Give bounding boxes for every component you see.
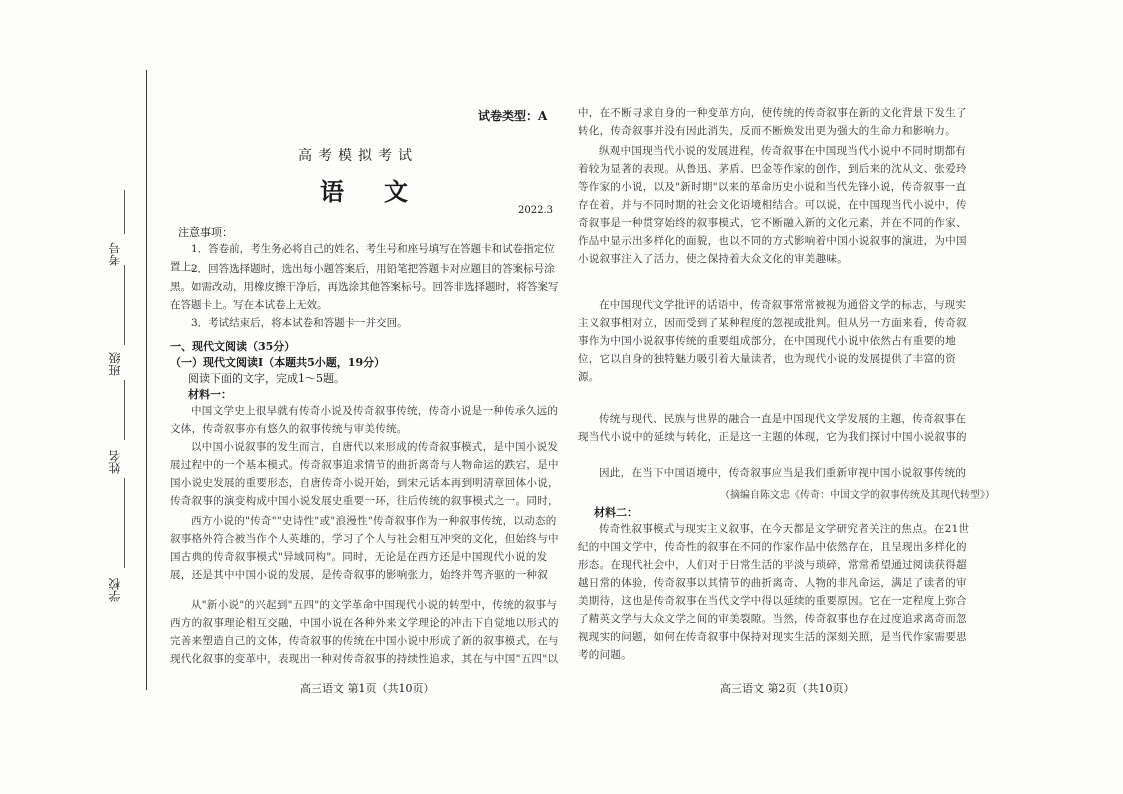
binding-label-xuexiao: 学校 <box>108 578 122 602</box>
right-paragraph-4: 传统与现代、民族与世界的融合一直是中国现代文学发展的主题，传奇叙事在现当代小说中的延续与转化，正是这一主题的体现，它为我们探讨中国小说叙事的 <box>578 413 967 443</box>
material-1-label: 材料一： <box>188 388 232 401</box>
left-paragraph-3: 西方小说的"传奇""史诗性"或"浪漫性"传奇叙事作为一种叙事传统，以动态的叙事格外符合被当作个人英雄的，学习了个人与社会相互冲突的文化，但始终与中国古典的传奇叙事模式"异域同构"。同时，无论是在西方还是中国现代小说的发展，还是其中中国小说的发展，是传奇叙事的影响张力，始终并驾齐驱的一种叙 <box>170 515 559 581</box>
material-2-label: 材料二： <box>594 506 638 519</box>
page-footer-right: 高三语文 第2页（共10页） <box>720 682 855 695</box>
right-paragraph-1: 中，在不断寻求自身的一种变革方向，使传统的传奇叙事在新的文化背景下发生了转化，传奇叙事并没有因此消失，反而不断焕发出更为强大的生命力和影响力。 <box>578 107 967 137</box>
left-paragraph-1: 中国文学史上很早就有传奇小说及传奇叙事传统，传奇小说是一种传承久远的文体，传奇叙事亦有悠久的叙事传统与审美传统。 <box>170 405 559 435</box>
note-item-3: 3．考试结束后，将本试卷和答题卡一并交回。 <box>191 317 408 329</box>
fold-line <box>146 70 147 690</box>
reading-instruction: 阅读下面的文字，完成1～5题。 <box>188 372 345 385</box>
right-paragraph-6: 传奇性叙事模式与现实主义叙事，在今天都是文学研究者关注的焦点。在21世纪的中国文学中，传奇性的叙事在不同的作家作品中依然存在，且呈现出多样化的形态。在现代社会中，人们对于日常生活的平淡与琐碎，常常希望通过阅读获得超越日常的体验，传奇叙事以其情节的曲折离奇、人物的非凡命运，满足了读者的审美期待，这也是传奇叙事在当代文学中得以延续的重要原因。它在一定程度上弥合了精英文学与大众文学之间的审美裂隙。当然，传奇叙事也存在过度追求离奇而忽视现实的问题，如何在传奇叙事中保持对现实生活的深刻关照，是当代作家需要思考的问题。 <box>578 523 970 661</box>
right-paragraph-3: 在中国现代文学批评的话语中，传奇叙事常常被视为通俗文学的标志，与现实主义叙事相对立，因而受到了某种程度的忽视或批判。但从另一方面来看，传奇叙事作为中国小说叙事传统的重要组成部分，在中国现代小说中依然占有重要的地位，它以自身的独特魅力吸引着大量读者，也为现代小说的发展提供了丰富的资源。 <box>578 299 967 383</box>
left-paragraph-4: 从"新小说"的兴起到"五四"的文学革命中国现代小说的转型中，传统的叙事与西方的叙事理论相互交融，中国小说在各种外来文学理论的冲击下自觉地以形式的完善来塑造自己的文体，传奇叙事的传统在中国小说中形成了新的叙事模式，在与现代化叙事的变革中，表现出一种对传奇叙事的持续性追求，其在与中国"五四"以 <box>170 599 559 665</box>
notes-heading: 注意事项： <box>178 226 233 239</box>
page-footer-left: 高三语文 第1页（共10页） <box>300 682 435 695</box>
left-paragraph-2: 以中国小说叙事的发生而言，自唐代以来形成的传奇叙事模式，是中国小说发展过程中的一个基本模式。传奇叙事追求情节的曲折离奇与人物命运的跌宕，是中国小说史发展的重要形态，自唐传奇小说开始，到宋元话本再到明清章回体小说，传奇叙事的演变构成中国小说发展史重要一环，往后传统的叙事模式之一。同时， <box>170 441 559 507</box>
subsection-title: （一）现代文阅读Ⅰ（本题共5小题，19分） <box>170 356 386 369</box>
note-item-1: 1．答卷前，考生务必将自己的姓名、考生号和座号填写在答题卡和试卷指定位置上。 <box>170 243 555 273</box>
paper-type: 试卷类型：A <box>478 109 548 123</box>
binding-line-banji-top <box>124 265 125 345</box>
exam-date: 2022.3 <box>518 205 553 216</box>
binding-label-kaohao: 考号 <box>108 242 122 266</box>
subject-title: 语文 <box>320 177 448 206</box>
binding-line-xingming-top <box>124 380 125 440</box>
binding-label-banji: 班级 <box>108 352 122 376</box>
binding-line-xuexiao-top <box>124 478 125 568</box>
note-item-2: 2．回答选择题时，选出每小题答案后，用铅笔把答题卡对应题目的答案标号涂黑。如需改动，用橡皮擦干净后，再选涂其他答案标号。回答非选择题时，将答案写在答题卡上。写在本试卷上无效。 <box>170 263 559 311</box>
exam-title: 高考模拟考试 <box>298 148 418 164</box>
section-title: 一、现代文阅读（35分） <box>170 340 296 353</box>
binding-label-xingming: 姓名 <box>108 450 122 474</box>
source-citation: （摘编自陈文忠《传奇：中国文学的叙事传统及其现代转型》） <box>720 490 995 501</box>
right-paragraph-5: 因此，在当下中国语境中，传奇叙事应当是我们重新审视中国小说叙事传统的 <box>599 467 967 479</box>
binding-line-kaohao <box>124 190 125 234</box>
right-paragraph-2: 纵观中国现当代小说的发展进程，传奇叙事在中国现当代小说中不同时期都有着较为显著的表现。从鲁迅、茅盾、巴金等作家的创作，到后来的沈从文、张爱玲等作家的小说，以及"新时期"以来的革命历史小说和当代先锋小说，传奇叙事一直存在着，并与不同时期的社会文化语境相结合。可以说，在中国现当代小说中，传奇叙事是一种贯穿始终的叙事模式，它不断融入新的文化元素，并在不同的作家、作品中显示出多样化的面貌，也以不同的方式影响着中国小说叙事的演进，为中国小说叙事注入了活力，使之保持着大众文化的审美趣味。 <box>578 145 967 265</box>
